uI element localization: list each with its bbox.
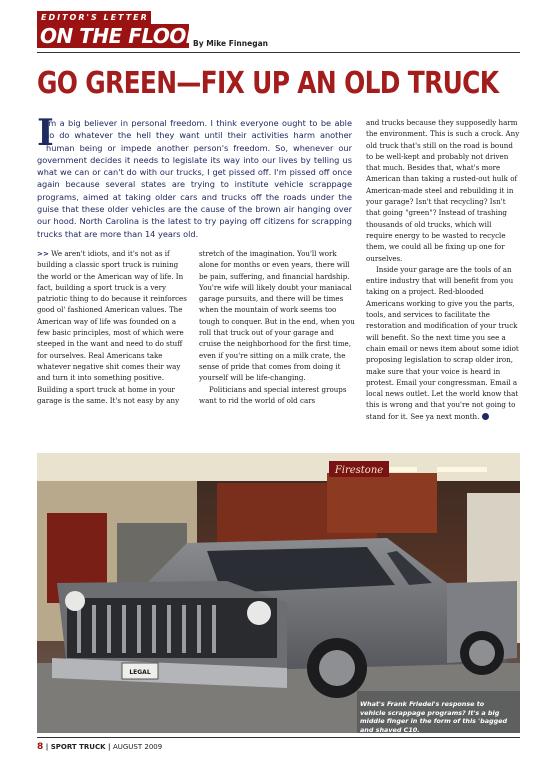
intro-paragraph (37, 112, 352, 240)
col3-paragraph-1: and trucks because they supposedly harm the environment. This is such a crock. Any old truck that's still on the road is bound to be well-kept and probably not driven that much. Besides that, what's more American than taking a rusted-out hulk of American-made steel and rebuilding it in your garage? Isn't that recycling? Isn't that going "green"? Instead of trashing thousands of old trucks, which will require energy to be wasted to recycle them, we could all be fixing up one for ourselves. (366, 118, 520, 263)
truck-photo (37, 453, 520, 733)
editors-letter-tag: EDITOR'S LETTER (37, 11, 151, 24)
body-column-2 (199, 248, 355, 406)
folio (37, 742, 162, 752)
col3-text: Inside your garage are the tools of an entire industry that will benefit from you taking on a project. Red-blooded Americans working to give you the parts, tools, and services to facilitate the restoration and modification of your truck will benefit. So the next time you see a chain email or news item about some idiot proposing legislation to scrap older iron, make sure that your voice is heard in protest. Email your congressman. Email a local news outlet. Let the world know that this is wrong and that you're not going to stand for it. See ya next month. (366, 264, 519, 421)
col1-text: We aren't idiots, and it's not as if building a classic sport truck is ruining the world or the American way of life. In fact, building a sport truck is a very patriotic thing to do because it reinforces good ol' fashioned American values. The American way of life was founded on a few basic principles, most of which were steeped in the want and need to do stuff for ourselves. Real Americans take whatever negative shit comes their way and turn it into something positive. Building a sport truck at home in your garage is the same. It's not easy by any (37, 249, 187, 405)
folio-separator-2: | (107, 743, 111, 751)
page-number: 8 (37, 742, 44, 752)
license-plate: LEGAL (129, 669, 151, 676)
intro-text: 'm a big believer in personal freedom. I think everyone ought to be able to do whatever the hell they want until their activities harm another human being or impede another person's freedom. So, whenever our government decides it needs to legislate its way into our lives by telling us what we can or can't do with our trucks, I get pissed off. I'm pissed off once again because several states are trying to institute vehicle scrappage programs, aimed at taking older cars and trucks off the roads under the guise that these older vehicles are the cause of the brown air hanging over our hood. North Carolina is the latest to try paying off citizens for scrapping trucks that are more than 14 years old. (37, 118, 352, 239)
body-column-3 (366, 117, 520, 422)
photo-caption: What's Frank Friedel's response to vehicle scrappage programs? It's a big middle finger in the form of this 'bagged and shaved C10. (360, 700, 508, 734)
issue-date: AUGUST 2009 (112, 743, 163, 751)
header-rule (37, 52, 520, 53)
paragraph-marker-icon: >> (37, 249, 49, 258)
magazine-name: SPORT TRUCK (50, 743, 106, 751)
col1-paragraph (37, 248, 187, 406)
folio-separator: | (45, 743, 49, 751)
body-column-1 (37, 248, 187, 406)
col3-paragraph-2 (366, 264, 520, 422)
section-title: ON THE FLOOR (40, 24, 201, 48)
headline: GO GREEN—FIX UP AN OLD TRUCK (37, 66, 499, 101)
shop-sign: Firestone (334, 465, 384, 476)
drop-cap: I (37, 112, 54, 154)
byline: By Mike Finnegan (193, 39, 268, 48)
col2-paragraph-2: Politicians and special interest groups want to rid the world of old cars (199, 384, 347, 405)
end-mark-icon (482, 413, 489, 420)
footer-rule (37, 737, 520, 738)
col2-paragraph-1: stretch of the imagination. You'll work alone for months or even years, there will be pain, suffering, and financial hardship. You're wife will likely doubt your maniacal garage pursuits, and there will be times when the mountain of work seems too tough to conquer. But in the end, when you roll that truck out of your garage and cruise the neighborhood for the first time, even if you're sitting on a milk crate, the sense of pride that comes from doing it yourself will be life-changing. (199, 249, 355, 383)
